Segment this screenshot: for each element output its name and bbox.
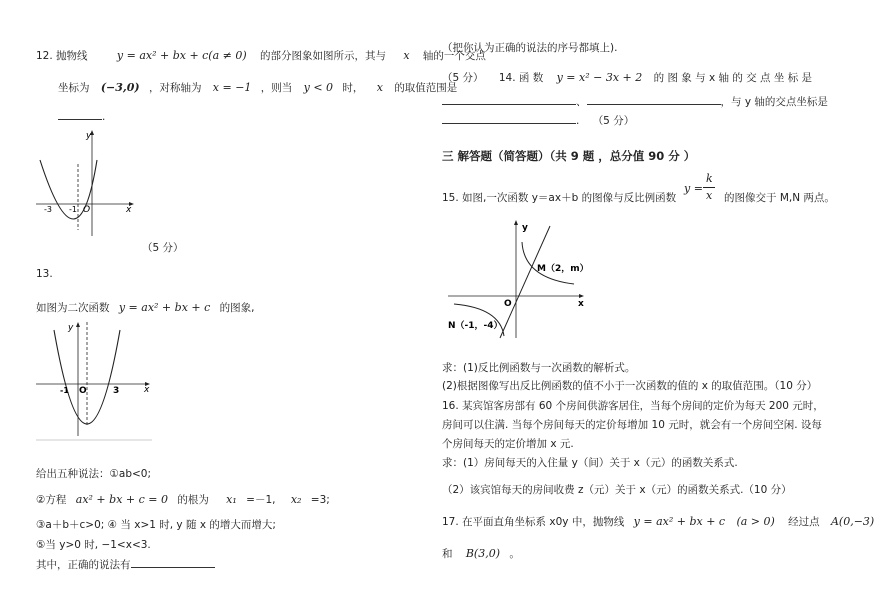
q17-point-a: A(0,−3) — [830, 515, 874, 528]
q13-statement-end — [36, 556, 215, 572]
q14-line3 — [442, 112, 634, 128]
q12-text-h: 的取值范围是 — [394, 82, 458, 94]
q12-line2 — [58, 80, 457, 95]
q17-equation: y = ax² + bx + c — [633, 515, 726, 528]
q14-text-b: 的 图 象 与 x 轴 的 交 点 坐 标 是 — [653, 72, 813, 84]
q12-tick-minus3: -3 — [44, 205, 52, 214]
q16-line1: 16. 某宾馆客房部有 60 个房间供游客居住，当每个房间的定价为每天 200 元时， — [442, 400, 824, 412]
q12-text-c: 轴的一个交点 — [422, 50, 486, 62]
q14-text-a: 14. 函 数 — [498, 72, 544, 84]
q13-y-label: y — [68, 323, 74, 333]
q13-root2-value: =3; — [310, 494, 330, 506]
q15-hyperbola-q1 — [522, 242, 574, 284]
q13-tick-3: 3 — [113, 386, 120, 396]
q15-eq-k: k — [706, 172, 713, 185]
q12-origin-label: O — [83, 205, 91, 215]
q17-text-a: 17. 在平面直角坐标系 x0y 中，抛物线 — [442, 516, 625, 528]
q13-origin-label: O — [79, 386, 87, 396]
q12-line1 — [36, 48, 486, 63]
q13-tail: （把你认为正确的说法的序号都填上). — [442, 42, 618, 54]
q16-line3: 个房间每天的定价增加 x 元. — [442, 438, 574, 450]
q12-score: （5 分） — [142, 242, 184, 254]
q14-score: （5 分） — [592, 115, 635, 127]
q13-equation: y = ax² + bx + c — [118, 301, 211, 314]
q15-linear-function — [500, 226, 550, 338]
q12-tick-minus1: -1 — [69, 205, 77, 214]
q15-eq-x: x — [706, 189, 713, 202]
q15-eq-y: y = — [684, 182, 703, 195]
q13-root2: x₂ — [290, 493, 302, 506]
q12-x-var: x — [403, 49, 410, 62]
q13-s2-a: ②方程 — [36, 494, 67, 506]
q12-equation: y = ax² + bx + c(a ≠ 0) — [116, 49, 247, 62]
q17-text-d: 。 — [509, 548, 520, 560]
q15-line1 — [442, 190, 676, 205]
q13-s2-equation: ax² + bx + c = 0 — [75, 493, 168, 506]
q15-x-label: x — [578, 299, 584, 309]
q15-text-a: 15. 如图,一次函数 y＝ax＋b 的图像与反比例函数 — [442, 192, 677, 204]
q15-point-m-label: M（2，m） — [537, 264, 589, 274]
q15-y-arrow — [514, 220, 518, 225]
q14-line2 — [442, 93, 828, 109]
q13-statement-5: ⑤当 y>0 时, −1<x<3. — [36, 539, 151, 551]
q14-line1 — [442, 70, 812, 85]
q15-x-arrow — [579, 294, 584, 298]
q15-ask-1: 求：(1)反比例函数与一次函数的解析式。 — [442, 362, 636, 374]
q13-statement-3: ③a＋b＋c>0; ④ 当 x>1 时, y 随 x 的增大而增大; — [36, 519, 276, 531]
q12-graph — [34, 126, 144, 238]
q14-score-prev: （5 分） — [442, 72, 484, 84]
section-header: 三 解答题（简答题）（共 9 题 ，总分值 90 分 ） — [442, 149, 696, 163]
q13-statement-head: 给出五种说法：①ab<0; — [36, 468, 152, 480]
q15-point-n-label: N（-1，-4） — [448, 321, 503, 331]
q13-x-label: x — [144, 385, 150, 395]
q13-s2-b: 的根为 — [177, 494, 209, 506]
q15-y-label: y — [522, 223, 528, 233]
q12-period: . — [102, 111, 106, 123]
q17-text-c: 和 — [442, 548, 453, 560]
q13-answer-blank — [131, 556, 215, 568]
q16-line5: （2）该宾馆每天的房间收费 z（元）关于 x（元）的函数关系式.（10 分） — [442, 484, 792, 496]
q17-text-b: 经过点 — [788, 516, 820, 528]
q12-text-b: 的部分图象如图所示，其与 — [260, 50, 387, 62]
q13-root1: x₁ — [226, 493, 237, 506]
q14-blank-3 — [442, 112, 576, 124]
q16-line4: 求：(1）房间每天的入住量 y（间）关于 x（元）的函数关系式. — [442, 457, 738, 469]
q12-axis: x = −1 — [212, 81, 252, 94]
q13-tick-minus1: -1 — [60, 386, 69, 395]
q14-blank-2 — [587, 93, 721, 105]
q15-graph — [442, 212, 592, 344]
q13-root1-value: =－1, — [246, 494, 276, 506]
q17-condition: (a > 0) — [736, 515, 775, 528]
q15-hyperbola-q3 — [454, 304, 504, 336]
q14-period: . — [576, 115, 580, 127]
q12-number-text: 12. 抛物线 — [36, 50, 88, 62]
q13-y-arrow — [76, 322, 80, 327]
q15-fraction-bar — [703, 187, 715, 188]
q17-line1 — [442, 514, 874, 529]
q12-point: (−3,0) — [100, 81, 140, 94]
q12-x-label: x — [126, 205, 132, 215]
q14-equation: y = x² − 3x + 2 — [556, 71, 643, 84]
q12-text-e: ，对称轴为 — [148, 82, 202, 94]
q15-text-b: 的图像交于 M,N 两点。 — [724, 192, 835, 204]
q15-origin-label: O — [504, 299, 512, 309]
q15-ask-2: (2)根据图像写出反比例函数的值不小于一次函数的值的 x 的取值范围。（10 分） — [442, 380, 818, 392]
q13-graph — [34, 318, 156, 442]
q13-intro — [36, 300, 254, 315]
q13-number: 13. — [36, 268, 53, 280]
q13-intro-b: 的图象, — [219, 302, 255, 314]
q16-line2: 房间可以住满. 当每个房间每天的定价每增加 10 元时，就会有一个房间空闲. 设每 — [442, 419, 822, 431]
q12-y-label: y — [86, 131, 92, 141]
q13-statement-2 — [36, 492, 330, 507]
q12-line3 — [58, 108, 105, 123]
q12-text-f: ，则当 — [260, 82, 293, 94]
q14-text-c: ，与 y 轴的交点坐标是 — [720, 96, 828, 108]
q13-end-text: 其中，正确的说法有 — [36, 559, 131, 571]
q12-text-g: 时， — [342, 82, 364, 94]
q17-line2 — [442, 546, 520, 561]
q12-x-var-2: x — [376, 81, 383, 94]
q14-comma: 、 — [576, 96, 587, 108]
q12-answer-blank — [58, 108, 102, 120]
q13-intro-a: 如图为二次函数 — [36, 302, 110, 314]
q12-condition: y < 0 — [303, 81, 334, 94]
q17-point-b: B(3,0) — [465, 547, 501, 560]
q14-blank-1 — [442, 93, 576, 105]
q12-text-d: 坐标为 — [58, 82, 90, 94]
